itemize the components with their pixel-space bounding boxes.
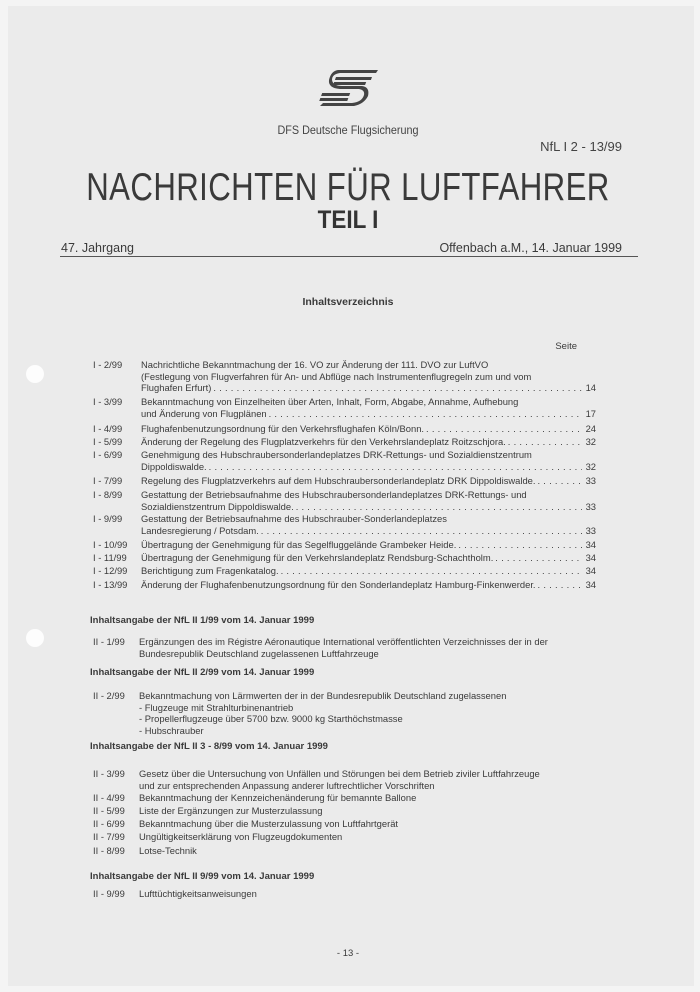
part2-entry — [93, 792, 416, 804]
toc-entry — [93, 475, 596, 487]
entry-text: Flughafenbenutzungsordnung für den Verkehrsflughafen Köln/Bonn. — [141, 423, 425, 434]
entry-text: Ergänzungen des im Régistre Aéronautique International veröffentlichten Verzeichnisses der in der — [139, 636, 548, 647]
entry-text: Gestattung der Betriebsaufnahme des Hubschraubersonderlandeplatzes DRK-Rettungs- und — [141, 489, 527, 500]
dot-leader — [281, 565, 582, 577]
entry-number: II - 8/99 — [93, 845, 125, 856]
entry-text: Landesregierung / Potsdam. — [141, 524, 259, 536]
organization-name: DFS Deutsche Flugsicherung — [277, 123, 419, 137]
toc-entry — [93, 489, 596, 512]
entry-number: II - 3/99 — [93, 768, 125, 779]
place-date: Offenbach a.M., 14. Januar 1999 — [439, 241, 622, 255]
entry-text: Dippoldiswalde. — [141, 460, 207, 472]
entry-page: 14 — [585, 382, 596, 394]
entry-number: I - 2/99 — [93, 359, 123, 370]
entry-text: Änderung der Regelung des Flugplatzverkehrs für den Verkehrslandeplatz Roitzschjora. — [141, 436, 506, 447]
entry-text: Bekanntmachung von Einzelheiten über Arten, Inhalt, Form, Abgabe, Annahme, Aufhebung — [141, 396, 519, 407]
dot-leader — [209, 461, 582, 473]
part2-entry — [93, 831, 342, 843]
dot-leader — [296, 501, 582, 513]
entry-text: Bekanntmachung der Kennzeichenänderung für bemannte Ballone — [139, 792, 417, 803]
entry-number: I - 11/99 — [93, 552, 127, 563]
entry-text: (Festlegung von Flugverfahren für An- und Abflüge nach Instrumentenflugregeln zum und vom — [141, 370, 532, 382]
toc-entry — [93, 449, 596, 472]
entry-page: 33 — [585, 524, 596, 536]
entry-number: I - 7/99 — [93, 475, 123, 486]
document-title: NACHRICHTEN FÜR LUFTFAHRER — [86, 166, 610, 209]
punch-hole — [26, 629, 44, 647]
toc-entry — [93, 359, 596, 394]
dot-leader — [261, 525, 582, 537]
dot-leader — [426, 423, 582, 435]
section-heading: Inhaltsangabe der NfL II 9/99 vom 14. Januar 1999 — [90, 871, 315, 882]
entry-text: Lotse-Technik — [139, 845, 197, 856]
entry-text: Gesetz über die Untersuchung von Unfällen und Störungen bei dem Betrieb ziviler Luftfahrzeuge — [139, 768, 540, 779]
entry-page: 33 — [585, 475, 596, 486]
entry-number: I - 10/99 — [93, 539, 128, 550]
toc-entry — [93, 539, 596, 551]
entry-text: Bundesrepublik Deutschland zugelassenen Luftfahrzeuge — [139, 647, 379, 659]
section-heading: Inhaltsangabe der NfL II 2/99 vom 14. Januar 1999 — [90, 667, 315, 678]
entry-number: II - 7/99 — [93, 831, 125, 842]
entry-text: Nachrichtliche Bekanntmachung der 16. VO zur Änderung der 111. DVO zur LuftVO — [141, 359, 489, 370]
entry-number: I - 9/99 — [93, 513, 123, 524]
entry-text: - Propellerflugzeuge über 5700 bzw. 9000 kg Starthöchstmasse — [139, 713, 403, 725]
entry-number: II - 6/99 — [93, 818, 125, 829]
issue-reference: NfL I 2 - 13/99 — [540, 139, 622, 154]
toc-entry — [93, 552, 596, 564]
entry-page: 33 — [585, 500, 596, 512]
entry-number: II - 2/99 — [93, 690, 125, 701]
entry-text: Bekanntmachung über die Musterzulassung von Luftfahrtgerät — [139, 818, 399, 829]
part2-entry — [93, 805, 322, 817]
section-heading: Inhaltsangabe der NfL II 1/99 vom 14. Januar 1999 — [90, 615, 315, 626]
entry-text: Bekanntmachung von Lärmwerten der in der Bundesrepublik Deutschland zugelassenen — [139, 690, 507, 701]
entry-page: 34 — [585, 565, 596, 576]
section-heading: Inhaltsangabe der NfL II 3 - 8/99 vom 14. Januar 1999 — [90, 741, 328, 752]
header-divider — [60, 256, 638, 257]
part2-entry — [93, 888, 257, 900]
part2-entry — [93, 845, 197, 857]
document-page — [8, 6, 694, 986]
entry-number: I - 3/99 — [93, 396, 123, 407]
toc-entry — [93, 565, 596, 577]
entry-page: 17 — [585, 407, 596, 419]
entry-number: I - 13/99 — [93, 579, 128, 590]
entry-text: und zur entsprechenden Anpassung anderer luftrechtlicher Vorschriften — [139, 779, 435, 791]
entry-text: Flughafen Erfurt) — [141, 382, 212, 394]
entry-number: II - 5/99 — [93, 805, 125, 816]
part2-entry — [93, 636, 548, 659]
entry-number: II - 1/99 — [93, 636, 125, 647]
entry-text: Genehmigung des Hubschraubersonderlandeplatzes DRK-Rettungs- und Sozialdienstzentrum — [141, 449, 532, 460]
entry-text: Lufttüchtigkeitsanweisungen — [139, 888, 257, 899]
entry-text: - Flugzeuge mit Strahlturbinenantrieb — [139, 701, 294, 713]
entry-text: Liste der Ergänzungen zur Musterzulassung — [139, 805, 323, 816]
dot-leader — [213, 382, 582, 394]
entry-text: - Hubschrauber — [139, 725, 204, 737]
entry-page: 34 — [585, 579, 596, 590]
toc-entry — [93, 396, 596, 419]
toc-entry — [93, 436, 596, 448]
page-column-label: Seite — [555, 341, 577, 352]
entry-text: Regelung des Flugplatzverkehrs auf dem Hubschraubersonderlandeplatz DRK Dippoldiswalde. — [141, 475, 536, 486]
entry-number: I - 12/99 — [93, 565, 128, 576]
punch-hole — [26, 365, 44, 383]
entry-number: II - 9/99 — [93, 888, 125, 899]
dot-leader — [269, 408, 582, 420]
entry-text: Ungültigkeitserklärung von Flugzeugdokumenten — [139, 831, 343, 842]
dfs-logo-icon — [318, 66, 382, 110]
page-number: - 13 - — [336, 948, 360, 959]
entry-page: 24 — [585, 423, 596, 434]
entry-page: 32 — [585, 436, 596, 447]
entry-number: II - 4/99 — [93, 792, 125, 803]
entry-text: Übertragung der Genehmigung für das Segelfluggelände Grambeker Heide. — [141, 539, 457, 550]
part-label: TEIL I — [317, 206, 379, 234]
entry-text: Berichtigung zum Fragenkatalog. — [141, 565, 279, 576]
entry-text: und Änderung von Flugplänen — [141, 407, 267, 419]
dot-leader — [508, 436, 582, 448]
part2-entry — [93, 690, 506, 737]
toc-entry — [93, 579, 596, 591]
part2-entry — [93, 818, 398, 830]
entry-text: Sozialdienstzentrum Dippoldiswalde. — [141, 500, 294, 512]
entry-page: 34 — [585, 552, 596, 563]
toc-entry — [93, 513, 596, 536]
toc-heading: Inhaltsverzeichnis — [302, 296, 394, 308]
part2-entry — [93, 768, 540, 791]
entry-text: Änderung der Flughafenbenutzungsordnung für den Sonderlandeplatz Hamburg-Finkenwerder. — [141, 579, 536, 590]
toc-entry — [93, 423, 596, 435]
dot-leader — [538, 579, 582, 591]
entry-number: I - 8/99 — [93, 489, 123, 500]
dot-leader — [458, 539, 582, 551]
entry-text: Gestattung der Betriebsaufnahme des Hubschrauber-Sonderlandeplatzes — [141, 513, 447, 524]
entry-number: I - 5/99 — [93, 436, 123, 447]
volume-label: 47. Jahrgang — [61, 241, 134, 255]
entry-number: I - 4/99 — [93, 423, 123, 434]
dot-leader — [538, 475, 583, 487]
entry-page: 34 — [585, 539, 596, 550]
entry-page: 32 — [585, 460, 596, 472]
entry-number: I - 6/99 — [93, 449, 123, 460]
dot-leader — [495, 552, 582, 564]
entry-text: Übertragung der Genehmigung für den Verkehrslandeplatz Rendsburg-Schachtholm. — [141, 552, 494, 563]
